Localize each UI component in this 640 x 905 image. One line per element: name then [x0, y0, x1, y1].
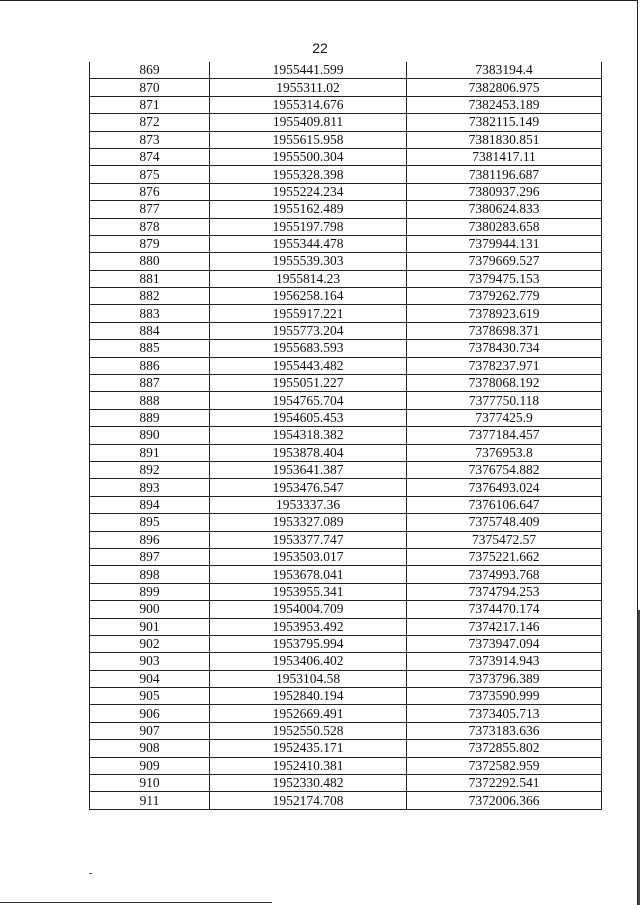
y-coordinate-cell: 7373405.713	[407, 705, 602, 722]
table-row	[90, 583, 602, 600]
x-coordinate-cell: 1952550.528	[210, 722, 407, 739]
y-coordinate-cell: 7378237.971	[407, 357, 602, 374]
point-number-cell: 898	[90, 566, 210, 583]
point-number-cell: 883	[90, 305, 210, 322]
point-number-cell: 869	[90, 62, 210, 79]
point-number-cell: 880	[90, 253, 210, 270]
y-coordinate-cell: 7378698.371	[407, 322, 602, 339]
table-row	[90, 270, 602, 287]
x-coordinate-cell: 1955443.482	[210, 357, 407, 374]
point-number-cell: 873	[90, 131, 210, 148]
table-row	[90, 201, 602, 218]
point-number-cell: 879	[90, 235, 210, 252]
point-number-cell: 903	[90, 653, 210, 670]
point-number-cell: 906	[90, 705, 210, 722]
x-coordinate-cell: 1954318.382	[210, 427, 407, 444]
table-row	[90, 114, 602, 131]
x-coordinate-cell: 1955500.304	[210, 148, 407, 165]
y-coordinate-cell: 7381196.687	[407, 166, 602, 183]
table-row	[90, 548, 602, 565]
table-row	[90, 427, 602, 444]
table-row	[90, 322, 602, 339]
point-number-cell: 904	[90, 670, 210, 687]
table-row	[90, 375, 602, 392]
point-number-cell: 896	[90, 531, 210, 548]
point-number-cell: 911	[90, 792, 210, 809]
y-coordinate-cell: 7372292.541	[407, 775, 602, 792]
coordinates-table-body	[90, 62, 602, 809]
coordinates-table	[89, 62, 602, 810]
x-coordinate-cell: 1952410.381	[210, 757, 407, 774]
y-coordinate-cell: 7374794.253	[407, 583, 602, 600]
table-row	[90, 409, 602, 426]
y-coordinate-cell: 7382115.149	[407, 114, 602, 131]
y-coordinate-cell: 7375221.662	[407, 548, 602, 565]
y-coordinate-cell: 7373947.094	[407, 635, 602, 652]
point-number-cell: 882	[90, 288, 210, 305]
point-number-cell: 877	[90, 201, 210, 218]
y-coordinate-cell: 7379475.153	[407, 270, 602, 287]
table-row	[90, 96, 602, 113]
x-coordinate-cell: 1953377.747	[210, 531, 407, 548]
x-coordinate-cell: 1955539.303	[210, 253, 407, 270]
x-coordinate-cell: 1955162.489	[210, 201, 407, 218]
point-number-cell: 910	[90, 775, 210, 792]
y-coordinate-cell: 7374470.174	[407, 601, 602, 618]
y-coordinate-cell: 7376953.8	[407, 444, 602, 461]
x-coordinate-cell: 1953795.994	[210, 635, 407, 652]
x-coordinate-cell: 1952174.708	[210, 792, 407, 809]
y-coordinate-cell: 7380937.296	[407, 183, 602, 200]
point-number-cell: 884	[90, 322, 210, 339]
x-coordinate-cell: 1953476.547	[210, 479, 407, 496]
point-number-cell: 908	[90, 740, 210, 757]
table-row	[90, 531, 602, 548]
y-coordinate-cell: 7375472.57	[407, 531, 602, 548]
table-row	[90, 653, 602, 670]
table-row	[90, 479, 602, 496]
y-coordinate-cell: 7376754.882	[407, 461, 602, 478]
x-coordinate-cell: 1954765.704	[210, 392, 407, 409]
page-top-border	[0, 0, 638, 1]
table-row	[90, 288, 602, 305]
x-coordinate-cell: 1953641.387	[210, 461, 407, 478]
x-coordinate-cell: 1953953.492	[210, 618, 407, 635]
y-coordinate-cell: 7379669.527	[407, 253, 602, 270]
table-row	[90, 792, 602, 809]
table-row	[90, 444, 602, 461]
x-coordinate-cell: 1953104.58	[210, 670, 407, 687]
point-number-cell: 891	[90, 444, 210, 461]
x-coordinate-cell: 1953337.36	[210, 496, 407, 513]
point-number-cell: 872	[90, 114, 210, 131]
footnote-rule	[0, 902, 272, 903]
table-row	[90, 670, 602, 687]
point-number-cell: 897	[90, 548, 210, 565]
table-row	[90, 166, 602, 183]
y-coordinate-cell: 7372855.802	[407, 740, 602, 757]
point-number-cell: 901	[90, 618, 210, 635]
x-coordinate-cell: 1955683.593	[210, 340, 407, 357]
x-coordinate-cell: 1955409.811	[210, 114, 407, 131]
y-coordinate-cell: 7382806.975	[407, 79, 602, 96]
x-coordinate-cell: 1953327.089	[210, 514, 407, 531]
y-coordinate-cell: 7379262.779	[407, 288, 602, 305]
point-number-cell: 899	[90, 583, 210, 600]
y-coordinate-cell: 7378068.192	[407, 375, 602, 392]
x-coordinate-cell: 1955314.676	[210, 96, 407, 113]
point-number-cell: 878	[90, 218, 210, 235]
table-row	[90, 601, 602, 618]
y-coordinate-cell: 7380283.658	[407, 218, 602, 235]
point-number-cell: 902	[90, 635, 210, 652]
x-coordinate-cell: 1952435.171	[210, 740, 407, 757]
y-coordinate-cell: 7375748.409	[407, 514, 602, 531]
y-coordinate-cell: 7377425.9	[407, 409, 602, 426]
x-coordinate-cell: 1955773.204	[210, 322, 407, 339]
x-coordinate-cell: 1952840.194	[210, 688, 407, 705]
table-row	[90, 183, 602, 200]
point-number-cell: 876	[90, 183, 210, 200]
x-coordinate-cell: 1952669.491	[210, 705, 407, 722]
x-coordinate-cell: 1955344.478	[210, 235, 407, 252]
table-row	[90, 253, 602, 270]
x-coordinate-cell: 1953955.341	[210, 583, 407, 600]
y-coordinate-cell: 7372582.959	[407, 757, 602, 774]
y-coordinate-cell: 7376493.024	[407, 479, 602, 496]
x-coordinate-cell: 1955441.599	[210, 62, 407, 79]
y-coordinate-cell: 7382453.189	[407, 96, 602, 113]
point-number-cell: 871	[90, 96, 210, 113]
table-row	[90, 722, 602, 739]
x-coordinate-cell: 1955311.02	[210, 79, 407, 96]
x-coordinate-cell: 1952330.482	[210, 775, 407, 792]
x-coordinate-cell: 1954605.453	[210, 409, 407, 426]
point-number-cell: 889	[90, 409, 210, 426]
point-number-cell: 900	[90, 601, 210, 618]
y-coordinate-cell: 7373183.636	[407, 722, 602, 739]
table-row	[90, 566, 602, 583]
point-number-cell: 870	[90, 79, 210, 96]
page-number: 22	[312, 40, 328, 56]
x-coordinate-cell: 1955051.227	[210, 375, 407, 392]
point-number-cell: 893	[90, 479, 210, 496]
table-row	[90, 357, 602, 374]
table-row	[90, 148, 602, 165]
table-row	[90, 740, 602, 757]
y-coordinate-cell: 7379944.131	[407, 235, 602, 252]
table-row	[90, 62, 602, 79]
y-coordinate-cell: 7378430.734	[407, 340, 602, 357]
x-coordinate-cell: 1955615.958	[210, 131, 407, 148]
table-row	[90, 392, 602, 409]
table-row	[90, 775, 602, 792]
point-number-cell: 905	[90, 688, 210, 705]
y-coordinate-cell: 7374993.768	[407, 566, 602, 583]
x-coordinate-cell: 1953406.402	[210, 653, 407, 670]
y-coordinate-cell: 7374217.146	[407, 618, 602, 635]
table-row	[90, 757, 602, 774]
point-number-cell: 886	[90, 357, 210, 374]
x-coordinate-cell: 1955224.234	[210, 183, 407, 200]
y-coordinate-cell: 7377184.457	[407, 427, 602, 444]
point-number-cell: 885	[90, 340, 210, 357]
point-number-cell: 890	[90, 427, 210, 444]
table-row	[90, 496, 602, 513]
point-number-cell: 895	[90, 514, 210, 531]
y-coordinate-cell: 7381417.11	[407, 148, 602, 165]
x-coordinate-cell: 1953678.041	[210, 566, 407, 583]
table-row	[90, 618, 602, 635]
point-number-cell: 888	[90, 392, 210, 409]
x-coordinate-cell: 1955814.23	[210, 270, 407, 287]
point-number-cell: 894	[90, 496, 210, 513]
y-coordinate-cell: 7381830.851	[407, 131, 602, 148]
point-number-cell: 909	[90, 757, 210, 774]
y-coordinate-cell: 7380624.833	[407, 201, 602, 218]
x-coordinate-cell: 1955197.798	[210, 218, 407, 235]
point-number-cell: 881	[90, 270, 210, 287]
table-row	[90, 635, 602, 652]
x-coordinate-cell: 1953503.017	[210, 548, 407, 565]
point-number-cell: 892	[90, 461, 210, 478]
y-coordinate-cell: 7383194.4	[407, 62, 602, 79]
x-coordinate-cell: 1955917.221	[210, 305, 407, 322]
table-row	[90, 688, 602, 705]
table-row	[90, 461, 602, 478]
y-coordinate-cell: 7376106.647	[407, 496, 602, 513]
table-row	[90, 340, 602, 357]
table-row	[90, 131, 602, 148]
x-coordinate-cell: 1955328.398	[210, 166, 407, 183]
y-coordinate-cell: 7377750.118	[407, 392, 602, 409]
table-row	[90, 514, 602, 531]
table-row	[90, 305, 602, 322]
table-row	[90, 79, 602, 96]
stray-mark: -	[89, 868, 93, 879]
x-coordinate-cell: 1956258.164	[210, 288, 407, 305]
table-row	[90, 705, 602, 722]
y-coordinate-cell: 7373590.999	[407, 688, 602, 705]
y-coordinate-cell: 7372006.366	[407, 792, 602, 809]
table-row	[90, 218, 602, 235]
point-number-cell: 874	[90, 148, 210, 165]
point-number-cell: 887	[90, 375, 210, 392]
x-coordinate-cell: 1953878.404	[210, 444, 407, 461]
y-coordinate-cell: 7378923.619	[407, 305, 602, 322]
y-coordinate-cell: 7373796.389	[407, 670, 602, 687]
table-row	[90, 235, 602, 252]
point-number-cell: 907	[90, 722, 210, 739]
point-number-cell: 875	[90, 166, 210, 183]
y-coordinate-cell: 7373914.943	[407, 653, 602, 670]
x-coordinate-cell: 1954004.709	[210, 601, 407, 618]
